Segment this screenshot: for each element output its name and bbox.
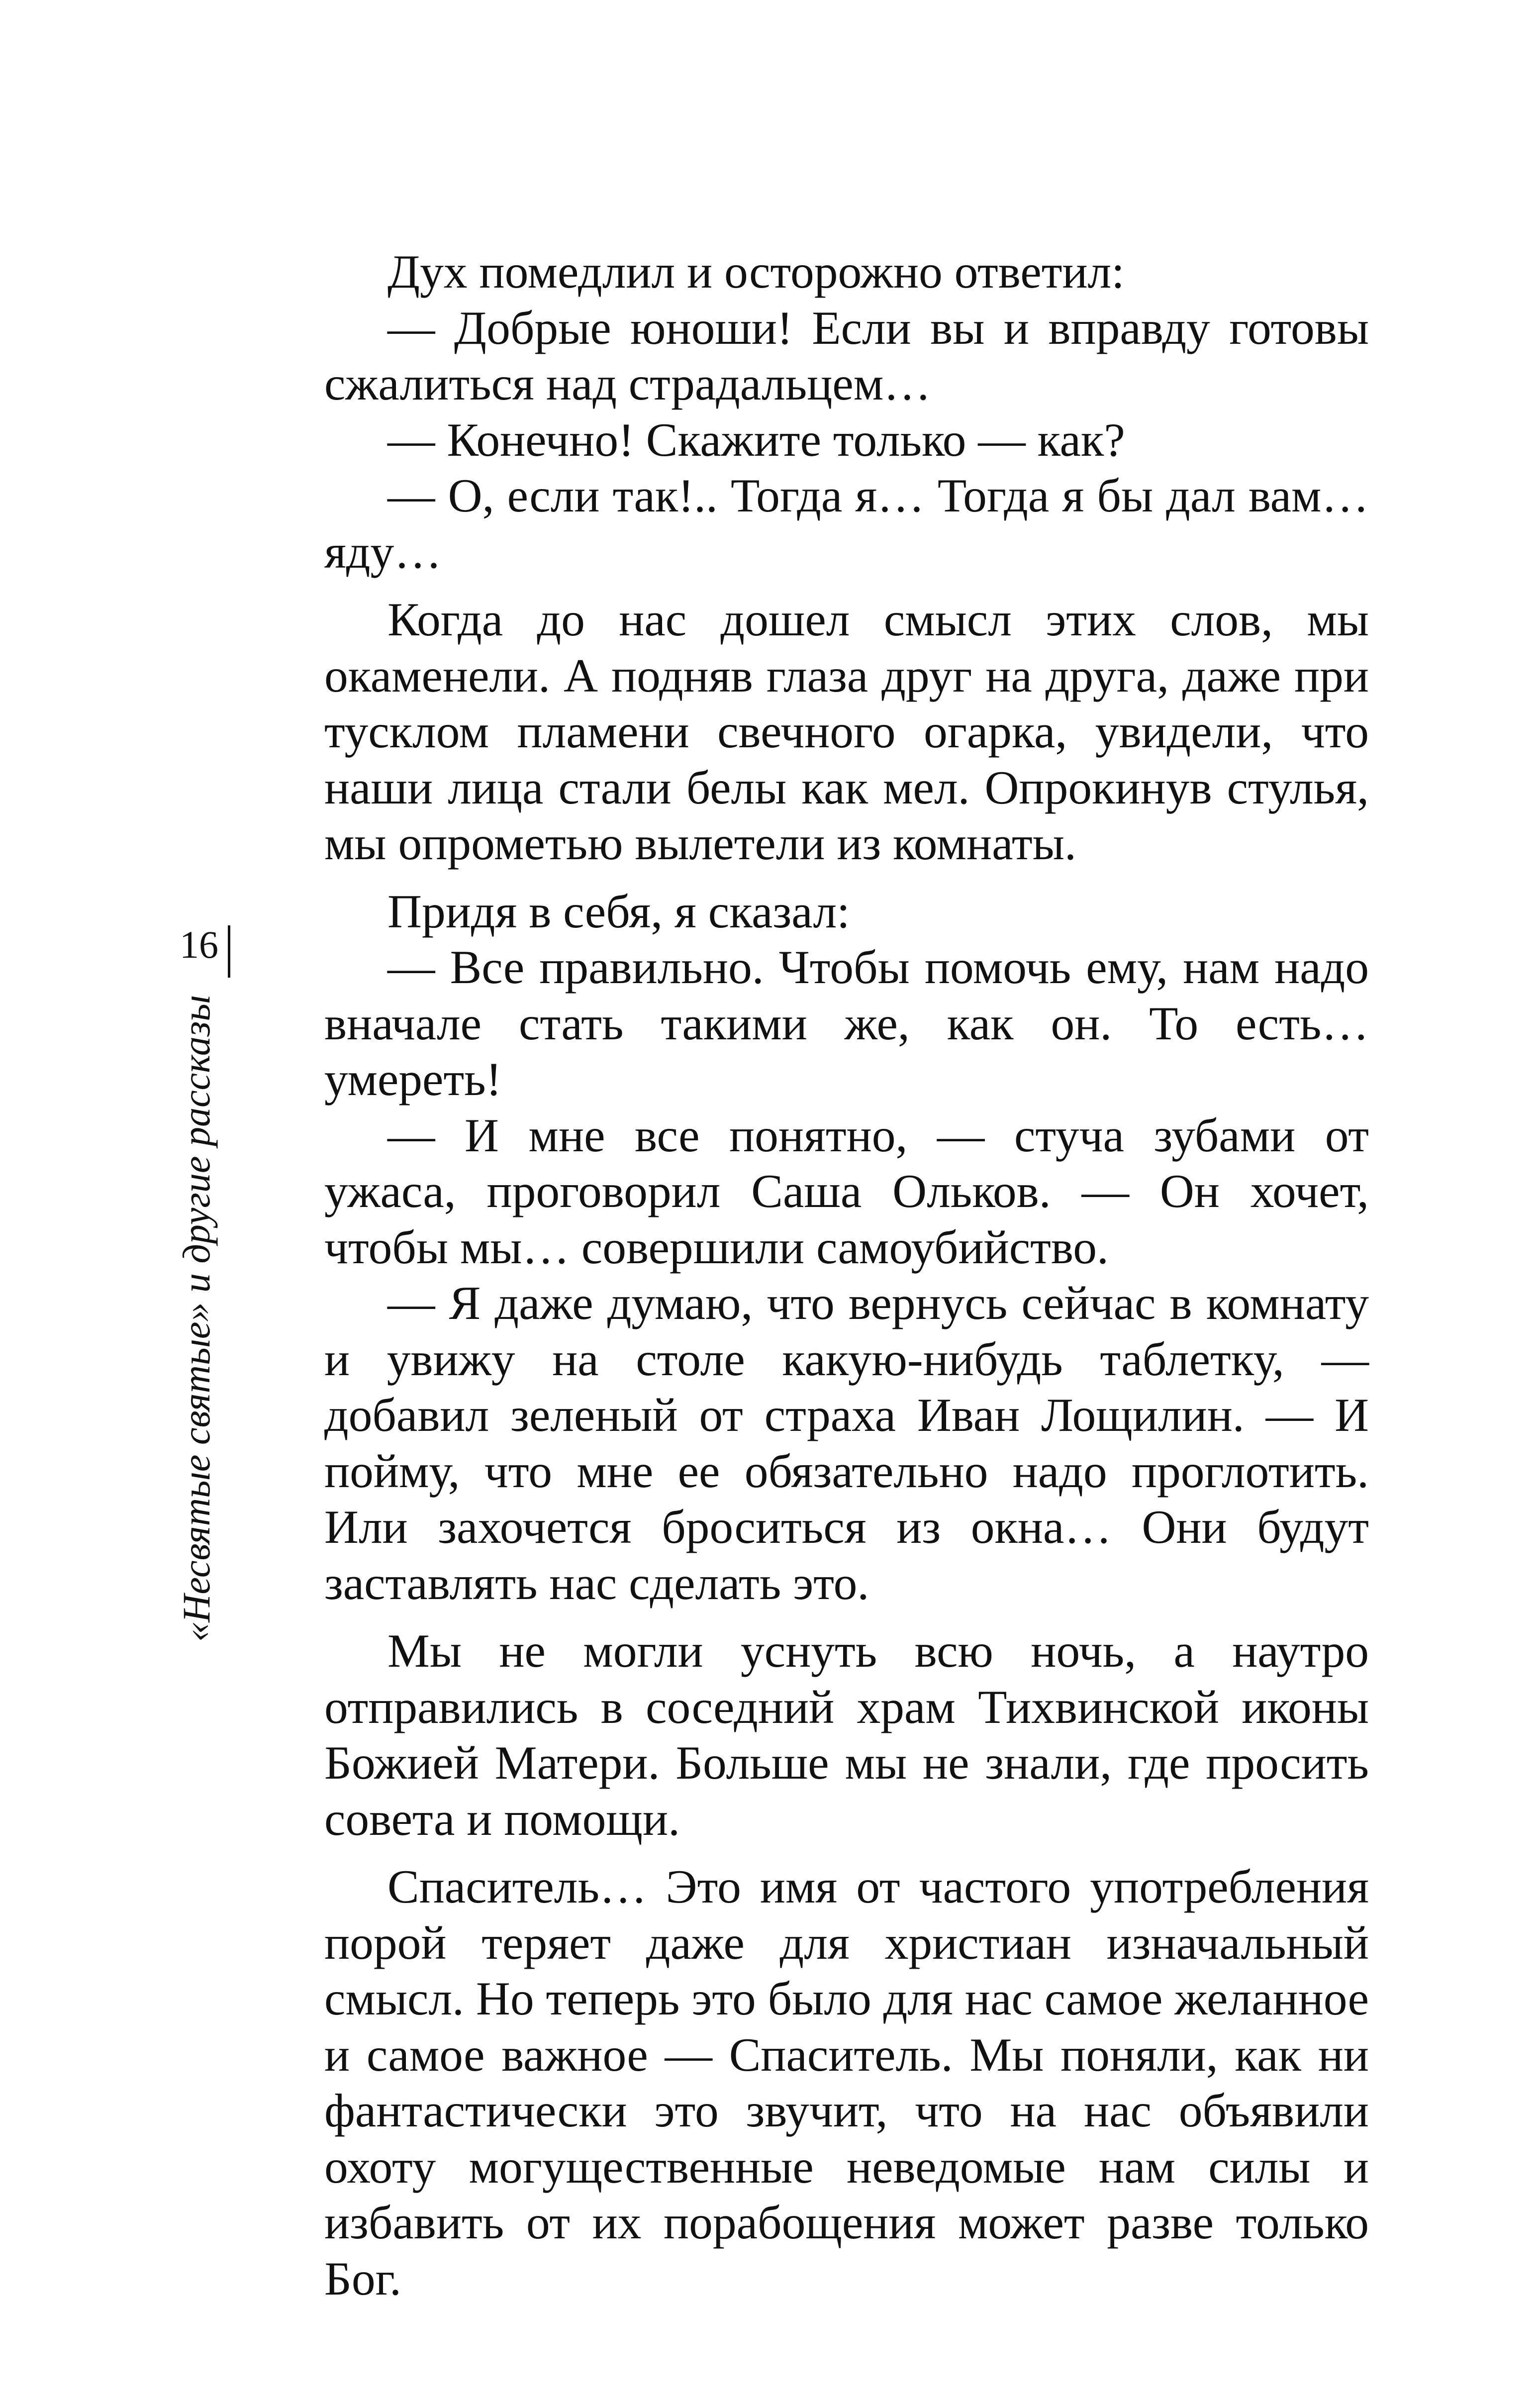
body-text (324, 244, 1369, 2307)
page-margin (169, 920, 239, 1716)
paragraph: — Конечно! Скажите только — как? (387, 413, 1125, 466)
paragraph: — Добрые юноши! Если вы и вправду готовы сжалиться над страдальцем… (324, 301, 1369, 410)
paragraph: Когда до нас дошел смысл этих слов, мы окаменели. А подняв глаза друг на друга, даже при тусклом пламени свечного огарка, увидели, что наши лица стали белы как мел. Опрокинув стулья, мы опрометью вылетели из комнаты. (324, 593, 1369, 870)
page-number-rule (228, 925, 230, 978)
paragraph: Мы не могли уснуть всю ночь, а наутро отправились в соседний храм Тихвинской иконы Божией Матери. Больше мы не знали, где просить совета и помощи. (324, 1624, 1369, 1845)
paragraph: Дух помедлил и осторожно ответил: (387, 245, 1125, 298)
running-title: «Несвятые святые» и другие рассказы (175, 995, 218, 1642)
paragraph: — О, если так!.. Тогда я… Тогда я бы дал вам… яду… (324, 469, 1369, 578)
page-number: 16 (180, 923, 218, 966)
paragraph: — Все правильно. Чтобы помочь ему, нам надо вначале стать такими же, как он. То есть… умереть! (324, 941, 1369, 1105)
paragraph: Спаситель… Это имя от частого употребления порой теряет даже для христиан изначальный смысл. Но теперь это было для нас самое желанное и самое важное — Спаситель. Мы поняли, как ни фантастически это звучит, что на нас объявили охоту могущественные неведомые нам силы и избавить от их порабощения может разве только Бог. (324, 1860, 1369, 2305)
paragraph: Придя в себя, я сказал: (387, 885, 850, 938)
paragraph: — И мне все понятно, — стуча зубами от ужаса, проговорил Саша Ольков. — Он хочет, чтобы мы… совершили самоубийство. (324, 1108, 1369, 1274)
paragraph: — Я даже думаю, что вернусь сейчас в комнату и увижу на столе какую-нибудь таблетку, — добавил зеленый от страха Иван Лощилин. — И пойму, что мне ее обязательно надо проглотить. Или захочется броситься из окна… Они будут заставлять нас сделать это. (324, 1277, 1369, 1609)
